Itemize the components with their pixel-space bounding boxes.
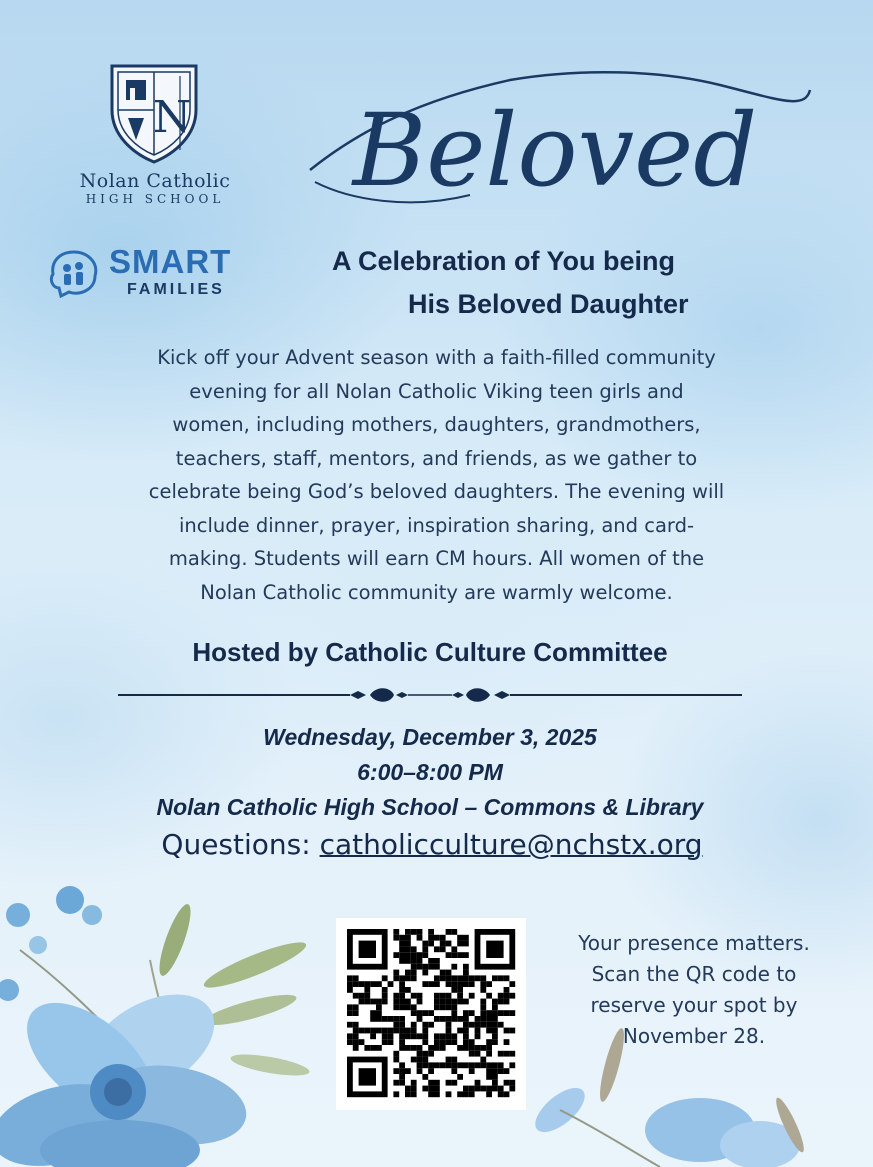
ornament-divider-icon [118, 684, 742, 706]
school-name [50, 170, 260, 206]
school-name-line1: Nolan Catholic [79, 170, 231, 192]
contact-email-link[interactable]: catholicculture@nchstx.org [319, 828, 703, 861]
page-title [300, 60, 820, 220]
description-line: women, including mothers, daughters, grandmothers, [172, 413, 701, 436]
crest-letter: N [152, 92, 192, 143]
qr-code-icon[interactable] [336, 918, 526, 1110]
description-line: evening for all Nolan Catholic Viking teen girls and [189, 379, 684, 403]
rsvp-line: Scan the QR code to [591, 962, 797, 986]
rsvp-line: reserve your spot by [590, 993, 798, 1017]
families-label: FAMILIES [127, 281, 225, 298]
rsvp-line: November 28. [622, 1024, 766, 1048]
school-name-line2: HIGH SCHOOL [85, 192, 225, 206]
subtitle-line2: His Beloved Daughter [408, 289, 689, 319]
event-date: Wednesday, December 3, 2025 [263, 724, 597, 750]
description-line: Nolan Catholic community are warmly welcome. [200, 580, 673, 604]
rsvp-line: Your presence matters. [578, 931, 810, 955]
school-crest-icon [108, 62, 200, 164]
questions-line [0, 828, 864, 861]
smart-families-logo [47, 245, 267, 303]
smart-families-icon [47, 248, 101, 298]
event-time: 6:00–8:00 PM [357, 759, 503, 785]
smart-label: SMART [109, 243, 232, 280]
description-line: celebrate being God’s beloved daughters. The evening will [148, 480, 725, 503]
title-text: Beloved [352, 92, 758, 209]
rsvp-note [555, 928, 833, 1052]
event-location: Nolan Catholic High School – Commons & Library [156, 794, 704, 820]
description-line: teachers, staff, mentors, and friends, as we gather to [175, 446, 698, 470]
questions-label: Questions: [161, 828, 320, 861]
description-line: Kick off your Advent season with a faith-filled community [157, 346, 716, 369]
description-line: include dinner, prayer, inspiration sharing, and card- [179, 513, 694, 537]
subtitle-line1: A Celebration of You being [332, 246, 676, 276]
description-line: making. Students will earn CM hours. All women of the [168, 547, 705, 570]
event-description [70, 341, 803, 609]
hosted-by: Hosted by Catholic Culture Committee [192, 637, 668, 667]
